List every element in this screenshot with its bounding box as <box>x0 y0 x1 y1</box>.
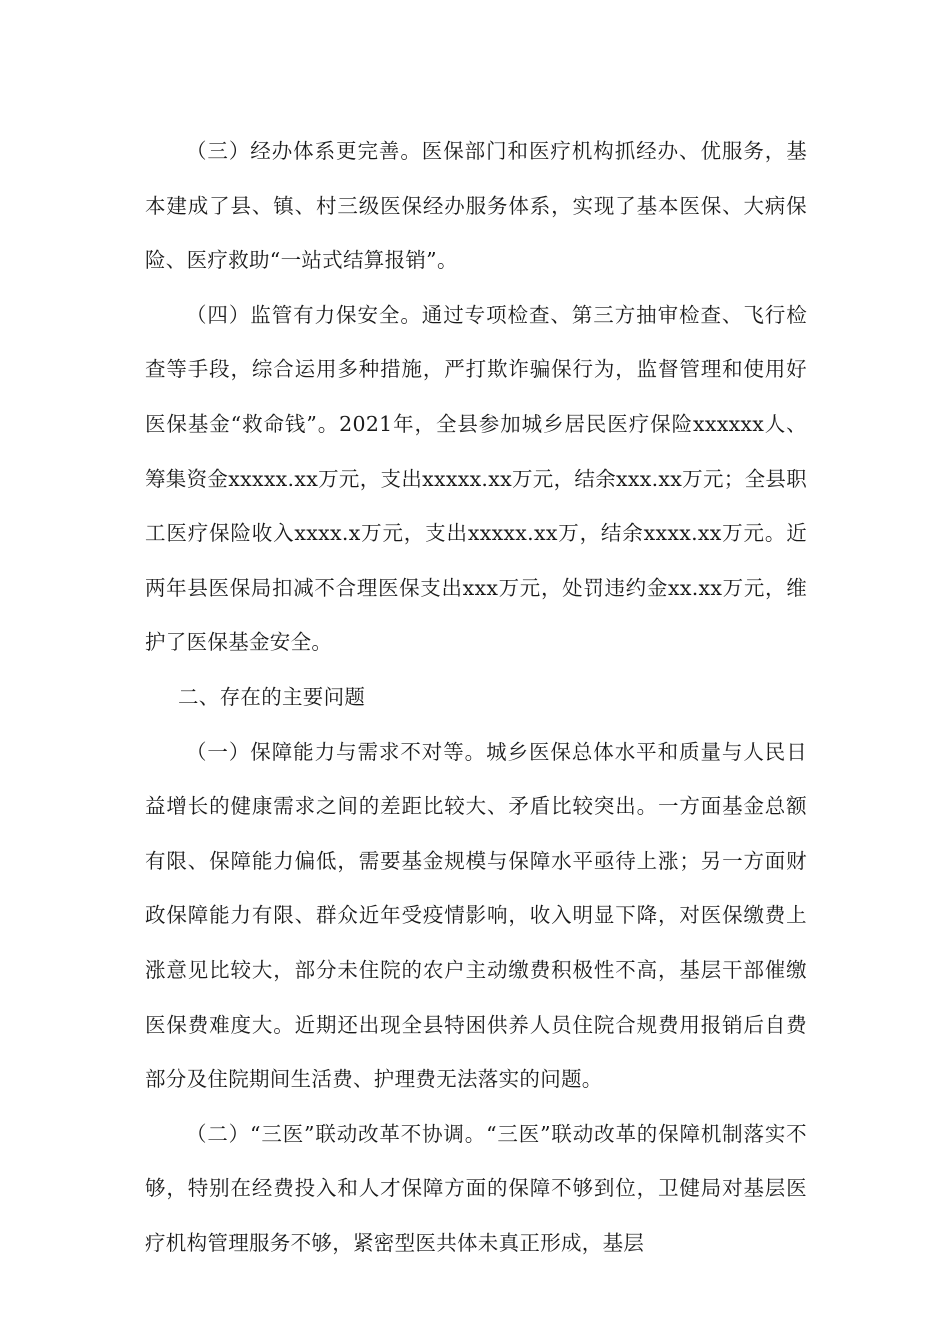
paragraph-three-medical-reform: （二）“三医”联动改革不协调。“三医”联动改革的保障机制落实不够，特别在经费投入和人才保障方面的保障不够到位，卫健局对基层医疗机构管理服务不够，紧密型医共体未真正形成，基层 <box>145 1121 807 1255</box>
paragraph-supervision: （四）监管有力保安全。通过专项检查、第三方抽审检查、飞行检查等手段，综合运用多种措施，严打欺诈骗保行为，监督管理和使用好医保基金“救命钱”。2021年，全县参加城乡居民医疗保险xxxxxx人、筹集资金xxxxx.xx万元，支出xxxxx.xx万元，结余xxx.xx万元；全县职工医疗保险收入xxxx.x万元，支出xxxxx.xx万，结余xxxx.xx万元。近两年县医保局扣减不合理医保支出xxx万元，处罚违约金xx.xx万元，维护了医保基金安全。 <box>145 302 807 655</box>
paragraph-capacity-demand: （一）保障能力与需求不对等。城乡医保总体水平和质量与人民日益增长的健康需求之间的差距比较大、矛盾比较突出。一方面基金总额有限、保障能力偏低，需要基金规模与保障水平亟待上涨；另一方面财政保障能力有限、群众近年受疫情影响，收入明显下降，对医保缴费上涨意见比较大，部分未住院的农户主动缴费积极性不高，基层干部催缴医保费难度大。近期还出现全县特困供养人员住院合规费用报销后自费部分及住院期间生活费、护理费无法落实的问题。 <box>145 739 807 1092</box>
document-body <box>145 124 807 1270</box>
section-heading-main-problems: 二、存在的主要问题 <box>178 684 366 709</box>
paragraph-service-system: （三）经办体系更完善。医保部门和医疗机构抓经办、优服务，基本建成了县、镇、村三级医保经办服务体系，实现了基本医保、大病保险、医疗救助“一站式结算报销”。 <box>145 139 807 273</box>
